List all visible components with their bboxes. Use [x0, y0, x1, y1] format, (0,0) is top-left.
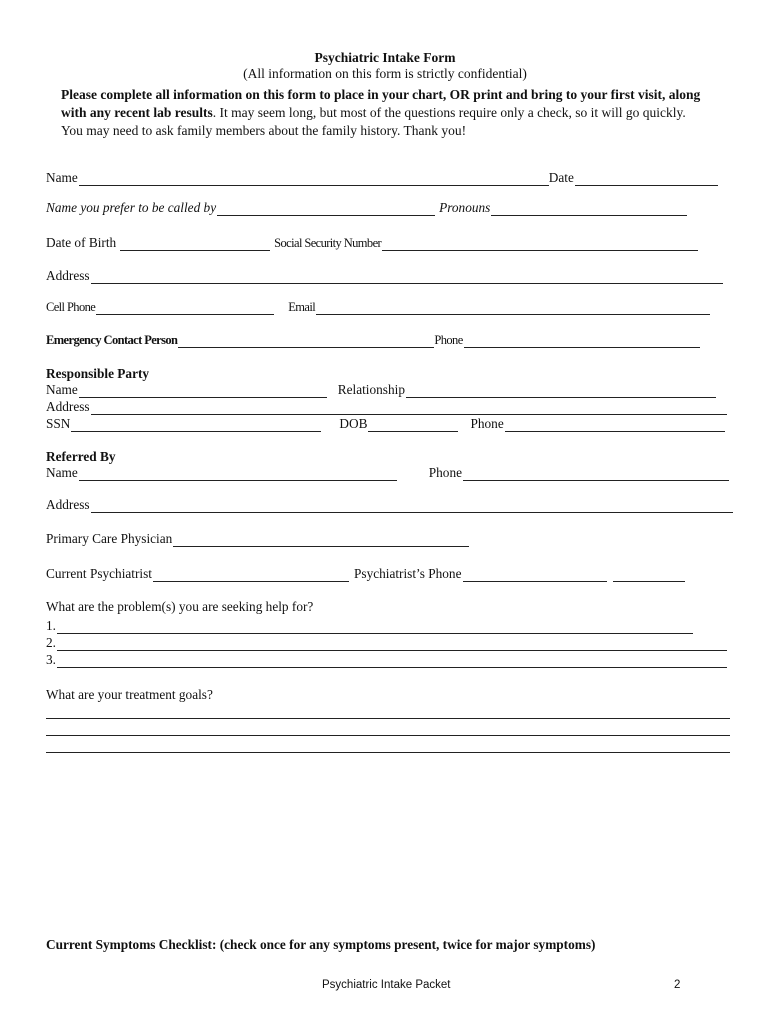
rp-phone-field[interactable] — [505, 419, 725, 432]
ref-name-field[interactable] — [79, 468, 397, 481]
rp-name-label: Name — [46, 382, 78, 397]
psychiatrist-field[interactable] — [153, 569, 349, 582]
psychiatrist-phone-label: Psychiatrist’s Phone — [354, 566, 462, 581]
ref-address-label: Address — [46, 497, 90, 512]
ref-address-row — [46, 497, 733, 513]
ref-phone-label: Phone — [428, 465, 462, 480]
name-label: Name — [46, 170, 78, 185]
problem-field-2[interactable] — [57, 638, 727, 651]
rp-address-row — [46, 399, 727, 415]
emergency-phone-field[interactable] — [464, 335, 700, 348]
rp-dob-label: DOB — [339, 416, 368, 431]
emergency-row — [46, 333, 700, 348]
problem-number: 3. — [46, 652, 56, 667]
rp-address-field[interactable] — [91, 402, 727, 415]
emergency-phone-label: Phone — [434, 333, 463, 347]
footer-packet-name: Psychiatric Intake Packet — [322, 979, 451, 991]
rp-name-row — [46, 382, 716, 398]
referred-by-heading: Referred By — [46, 449, 116, 464]
rp-ssn-field[interactable] — [71, 419, 321, 432]
psychiatrist-phone-ext-field[interactable] — [613, 569, 685, 582]
preferred-name-field[interactable] — [217, 203, 435, 216]
psychiatrist-label: Current Psychiatrist — [46, 566, 152, 581]
goals-question: What are your treatment goals? — [46, 687, 213, 702]
ref-address-field[interactable] — [91, 500, 733, 513]
problem-row-1 — [46, 618, 693, 634]
rp-dob-field[interactable] — [368, 419, 458, 432]
psychiatrist-row — [46, 566, 685, 582]
goals-field-3[interactable] — [46, 752, 730, 753]
dob-label: Date of Birth — [46, 235, 117, 250]
emergency-contact-field[interactable] — [178, 335, 434, 348]
address-row — [46, 268, 723, 284]
rp-ssn-label: SSN — [46, 416, 71, 431]
pcp-row — [46, 531, 469, 547]
rp-phone-label: Phone — [470, 416, 504, 431]
intro-bold-text: Please complete all information on this form to place in your chart, OR print and bring to your first visit, along with any recent lab results — [61, 87, 701, 120]
intro-normal-text: . It may seem long, but most of the questions require only a check, so it will go quickly. You may need to ask family members about the family history. Thank you! — [61, 105, 686, 138]
goals-field-1[interactable] — [46, 718, 730, 719]
email-label: Email — [288, 300, 316, 314]
form-subtitle: (All information on this form is strictly confidential) — [243, 66, 527, 81]
rp-address-label: Address — [46, 399, 90, 414]
name-field[interactable] — [79, 173, 549, 186]
address-field[interactable] — [91, 271, 723, 284]
preferred-name-label: Name you prefer to be called by — [46, 200, 217, 215]
ref-name-row — [46, 465, 729, 481]
ssn-label: Social Security Number — [274, 236, 382, 250]
email-field[interactable] — [316, 302, 710, 315]
address-label: Address — [46, 268, 90, 283]
pcp-field[interactable] — [173, 534, 469, 547]
ref-name-label: Name — [46, 465, 78, 480]
rp-relationship-label: Relationship — [337, 382, 405, 397]
preferred-name-row — [46, 200, 687, 216]
intro-paragraph — [61, 86, 701, 140]
pronouns-field[interactable] — [491, 203, 687, 216]
problems-question: What are the problem(s) you are seeking help for? — [46, 599, 314, 614]
emergency-contact-label: Emergency Contact Person — [46, 333, 178, 347]
psychiatrist-phone-field[interactable] — [463, 569, 607, 582]
cell-email-row — [46, 300, 710, 315]
ref-phone-field[interactable] — [463, 468, 729, 481]
symptoms-checklist-heading: Current Symptoms Checklist: (check once for any symptoms present, twice for major symptoms) — [46, 937, 596, 952]
problem-field-1[interactable] — [57, 621, 693, 634]
name-date-row — [46, 170, 718, 186]
rp-relationship-field[interactable] — [406, 385, 716, 398]
date-field[interactable] — [575, 173, 718, 186]
problem-row-2 — [46, 635, 727, 651]
problem-field-3[interactable] — [57, 655, 727, 668]
problem-row-3 — [46, 652, 727, 668]
ssn-field[interactable] — [382, 238, 698, 251]
dob-ssn-row — [46, 235, 698, 251]
dob-field[interactable] — [120, 238, 270, 251]
goals-field-2[interactable] — [46, 735, 730, 736]
form-title: Psychiatric Intake Form — [314, 50, 456, 65]
footer-page-number: 2 — [674, 979, 681, 991]
cell-phone-label: Cell Phone — [46, 300, 96, 314]
date-label: Date — [548, 170, 574, 185]
cell-phone-field[interactable] — [96, 302, 274, 315]
pronouns-label: Pronouns — [439, 200, 491, 215]
problem-number: 1. — [46, 618, 56, 633]
pcp-label: Primary Care Physician — [46, 531, 173, 546]
rp-ssn-row — [46, 416, 725, 432]
problem-number: 2. — [46, 635, 56, 650]
rp-name-field[interactable] — [79, 385, 327, 398]
responsible-party-heading: Responsible Party — [46, 366, 150, 381]
